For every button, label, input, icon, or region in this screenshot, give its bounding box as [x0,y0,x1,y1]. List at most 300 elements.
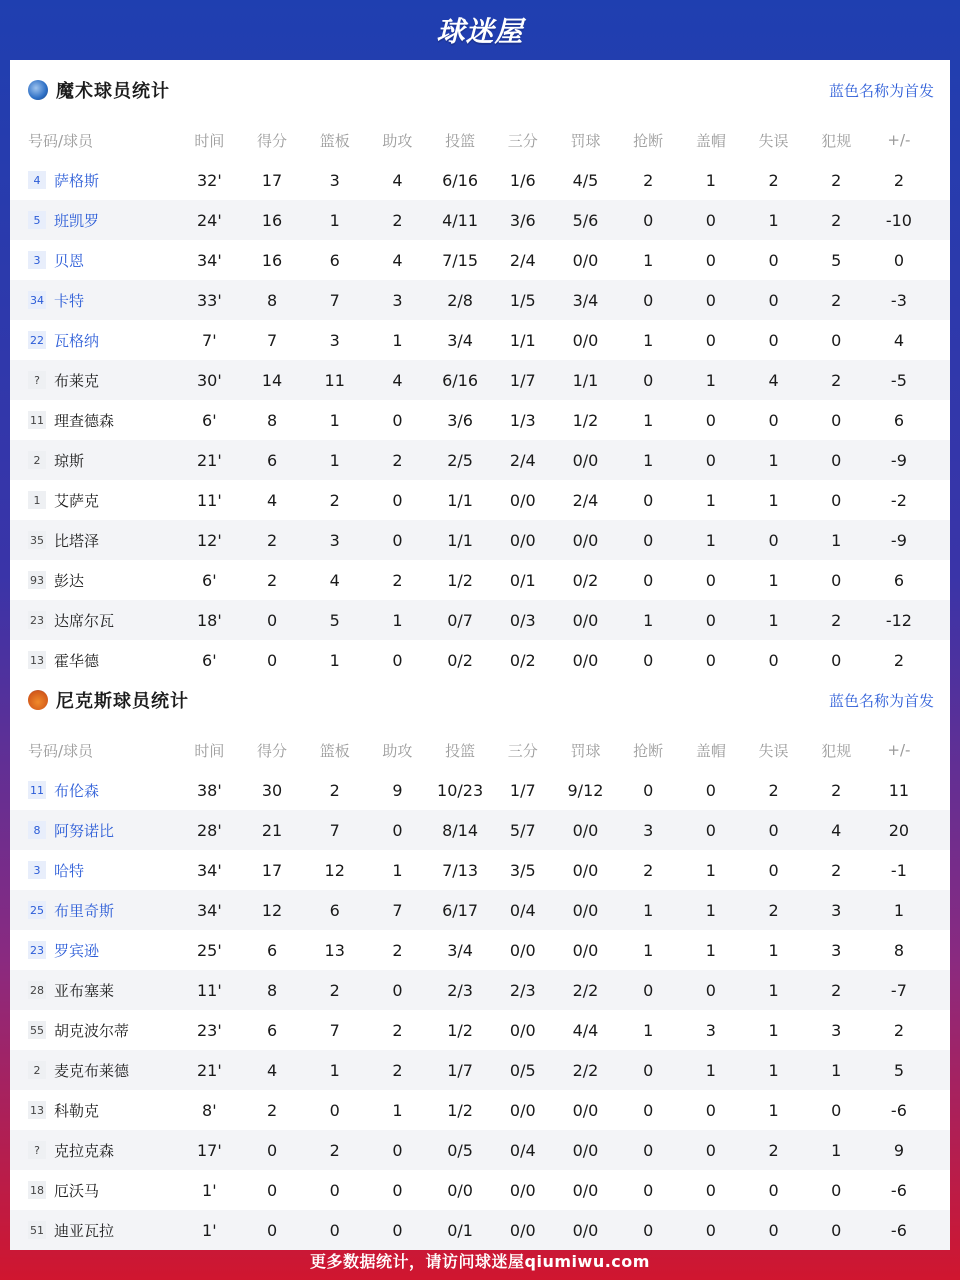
player-name: 胡克波尔蒂 [54,1021,130,1040]
stat-cell: 2 [329,780,340,800]
stat-cell: 3 [831,900,842,920]
player-name[interactable]: 瓦格纳 [54,331,100,350]
player-name[interactable]: 布伦森 [54,781,100,800]
stat-cell: 1 [329,410,340,430]
stat-cell: 0 [392,820,403,840]
player-cell [10,980,178,1001]
stat-cell: 0 [705,1220,716,1240]
player-row [10,320,950,360]
stat-cell: 0/0 [572,450,599,470]
stat-cell: 0/0 [572,1180,599,1200]
stat-cell: 1 [768,610,779,630]
stat-cell: 0 [643,1180,654,1200]
stat-cell: -9 [890,450,907,470]
stat-cell: 4 [768,370,779,390]
stat-cell: 9 [893,1140,904,1160]
stat-cell: 0 [643,370,654,390]
column-header: +/- [887,131,911,149]
player-cell [10,1100,178,1121]
stat-cell: 0 [705,820,716,840]
player-cell [10,250,178,271]
stat-cell: 0/0 [572,1220,599,1240]
stat-cell: 1/5 [509,290,536,310]
stat-cell: 11' [196,490,222,510]
stat-cell: 4 [893,330,904,350]
stat-cell: 16 [261,210,283,230]
stat-cell: 38' [196,780,222,800]
stat-cell: 1 [392,330,403,350]
stat-cell: 0 [705,650,716,670]
column-header: 时间 [194,131,225,150]
player-name[interactable]: 布里奇斯 [54,901,115,920]
column-header: 得分 [257,131,288,150]
stat-cell: 1 [329,1060,340,1080]
stat-cell: 0/5 [447,1140,473,1160]
stat-cell: 1 [329,450,340,470]
stat-cell: 9/12 [567,780,604,800]
stat-cell: 1/1 [572,370,599,390]
player-name: 麦克布莱德 [54,1061,130,1080]
stat-cell: 2 [266,570,278,590]
stat-cell: 6/17 [442,900,479,920]
stat-cell: 12' [196,530,222,550]
stat-cell: 0 [768,530,779,550]
stat-cell: 34' [196,250,222,270]
knicks-logo-icon [28,690,48,710]
stat-cell: 33' [196,290,222,310]
player-name: 比塔泽 [54,531,100,550]
stat-cell: 0 [831,570,842,590]
stat-cell: 2/2 [572,1060,599,1080]
player-cell [10,490,178,511]
stat-cell: 0/0 [572,530,599,550]
stat-cell: 0 [329,1100,340,1120]
stat-cell: 5 [893,1060,904,1080]
player-cell [10,860,178,881]
player-cell [10,170,178,191]
column-header: 篮板 [319,131,350,150]
stat-cell: 8/14 [442,820,479,840]
column-header: 助攻 [382,741,413,760]
stat-cell: 1 [705,860,716,880]
player-row [10,520,950,560]
stat-cell: 2/3 [509,980,536,1000]
stat-cell: 3 [329,530,340,550]
player-row [10,240,950,280]
stat-cell: 2 [893,650,904,670]
stat-cell: -6 [890,1220,907,1240]
stat-cell: 1 [643,410,654,430]
jersey-number: 93 [28,571,46,589]
stat-cell: 4/11 [442,210,479,230]
stat-cell: 0 [831,450,842,470]
stat-cell: 2 [329,980,340,1000]
stat-cell: 2 [768,170,779,190]
stat-cell: 0/0 [509,940,536,960]
player-cell [10,650,178,671]
stat-cell: 34' [196,860,222,880]
jersey-number: 1 [28,491,46,509]
stat-cell: 4/4 [572,1020,599,1040]
jersey-number: 23 [28,941,46,959]
player-cell [10,1180,178,1201]
stat-cell: 0 [643,780,654,800]
stat-cell: 11 [324,370,345,390]
player-name[interactable]: 萨格斯 [54,171,100,190]
column-header: 失误 [758,741,789,760]
stat-cell: 1 [768,1060,779,1080]
player-cell [10,410,178,431]
stats-panel [10,60,950,1240]
column-header: 得分 [257,741,288,760]
stat-cell: -5 [890,370,907,390]
stat-cell: 1 [392,1100,403,1120]
column-header: 盖帽 [695,131,726,150]
team-name: 魔术球员统计 [56,81,170,102]
stat-cell: 1 [392,610,403,630]
player-name: 厄沃马 [54,1181,100,1200]
stat-cell: 2 [392,450,403,470]
stat-cell: 1/2 [572,410,599,430]
stat-cell: 2 [329,1140,340,1160]
stat-cell: 3 [705,1020,716,1040]
stat-cell: 1 [705,530,716,550]
stat-cell: 0 [705,410,716,430]
stat-cell: 3 [329,170,340,190]
stat-cell: 0 [643,1220,654,1240]
stat-cell: 2/8 [447,290,473,310]
stat-cell: 1 [705,1060,716,1080]
player-rows [10,770,950,1250]
stat-cell: 8 [893,940,904,960]
player-cell [10,1140,178,1161]
jersey-number: 55 [28,1021,46,1039]
column-header: 号码/球员 [28,131,94,150]
player-row [10,890,950,930]
stat-cell: 32' [196,170,222,190]
stat-cell: 1 [643,1020,654,1040]
team-header [10,670,950,730]
stat-cell: 2 [831,780,842,800]
stat-cell: 4 [392,370,403,390]
stat-cell: 0 [831,330,842,350]
stat-cell: 0 [705,210,716,230]
stat-cell: 2 [392,1060,403,1080]
stat-cell: 1 [705,940,716,960]
stat-cell: 1/7 [509,780,536,800]
team-title [28,77,170,103]
player-cell [10,570,178,591]
stat-cell: 6 [893,410,904,430]
brand-header [0,0,960,60]
player-name: 琼斯 [54,451,85,470]
player-name: 艾萨克 [54,491,100,510]
column-header-row [10,730,950,770]
stat-cell: 7 [329,1020,340,1040]
stat-cell: 0 [831,1100,842,1120]
stat-cell: 2/2 [572,980,599,1000]
column-header: 抢断 [633,741,664,760]
stat-cell: 0 [643,1060,654,1080]
player-row [10,560,950,600]
stat-cell: 2 [643,860,654,880]
stat-cell: 0 [643,530,654,550]
jersey-number: 8 [28,821,46,839]
stat-cell: 2 [831,210,842,230]
player-row [10,440,950,480]
stat-cell: 1 [705,900,716,920]
stat-cell: 0 [831,1220,842,1240]
player-name: 理查德森 [54,411,115,430]
stat-cell: 4 [266,1060,278,1080]
stat-cell: 11' [196,980,222,1000]
stat-cell: 1 [768,980,779,1000]
player-name: 亚布塞莱 [54,981,115,1000]
player-name[interactable]: 贝恩 [54,251,85,270]
player-cell [10,610,178,631]
stat-cell: 4 [266,490,278,510]
stat-cell: 0 [705,570,716,590]
stat-cell: 0/0 [572,250,599,270]
player-cell [10,1060,178,1081]
jersey-number: 25 [28,901,46,919]
stat-cell: 1 [643,330,654,350]
stat-cell: -6 [890,1180,907,1200]
stat-cell: 1 [392,860,403,880]
column-header: 号码/球员 [28,741,94,760]
stat-cell: 5/6 [572,210,599,230]
stat-cell: 2 [392,940,403,960]
jersey-number: 11 [28,411,46,429]
stat-cell: -2 [890,490,907,510]
stat-cell: 1 [643,900,654,920]
stat-cell: 30' [196,370,222,390]
player-name: 科勒克 [54,1101,100,1120]
jersey-number: 23 [28,611,46,629]
player-rows [10,160,950,680]
stat-cell: 0 [705,250,716,270]
stat-cell: 0/0 [509,490,536,510]
team-section-knicks [10,670,950,1250]
stat-cell: 6 [329,900,340,920]
stat-cell: 0/7 [447,610,473,630]
jersey-number: 34 [28,291,46,309]
stat-cell: 2 [831,610,842,630]
stat-cell: -1 [890,860,907,880]
stat-cell: 0/0 [572,820,599,840]
stat-cell: -7 [890,980,907,1000]
stat-cell: 14 [261,370,283,390]
stat-cell: 2 [768,780,779,800]
column-header: 犯规 [821,741,852,760]
player-row [10,1170,950,1210]
stat-cell: 7 [329,290,340,310]
stat-cell: 2 [768,900,779,920]
player-cell [10,820,178,841]
stat-cell: 1/1 [447,530,473,550]
column-header: 助攻 [382,131,413,150]
stat-cell: 11 [888,780,910,800]
stat-cell: 8 [266,290,278,310]
player-row [10,400,950,440]
jersey-number: 22 [28,331,46,349]
stat-cell: 3/6 [447,410,473,430]
player-cell [10,900,178,921]
stat-cell: 0/0 [447,1180,473,1200]
column-header: 盖帽 [695,741,726,760]
stat-cell: 7 [266,330,278,350]
stat-cell: 6 [266,940,278,960]
stat-cell: 7 [392,900,403,920]
stat-cell: 0 [392,410,403,430]
stat-cell: 1/7 [509,370,536,390]
stat-cell: 0 [831,410,842,430]
stat-cell: 1 [643,940,654,960]
player-cell [10,1020,178,1041]
stat-cell: 2/3 [447,980,473,1000]
stat-cell: 3/6 [509,210,536,230]
player-row [10,1050,950,1090]
footer-banner[interactable] [0,1240,960,1280]
stat-cell: 0/0 [572,1140,599,1160]
player-name: 达席尔瓦 [54,611,115,630]
stat-cell: 1 [329,210,340,230]
stat-cell: 0 [768,820,779,840]
stat-cell: 1 [768,1100,779,1120]
team-title [28,687,189,713]
stat-cell: 6 [266,450,278,470]
stat-cell: 1' [202,1180,217,1200]
player-cell [10,290,178,311]
stat-cell: 0 [831,490,842,510]
stat-cell: 17 [261,170,283,190]
stat-cell: 0 [768,410,779,430]
stat-cell: 8 [266,980,278,1000]
player-cell [10,1220,178,1241]
jersey-number: 18 [28,1181,46,1199]
player-row [10,770,950,810]
player-cell [10,530,178,551]
player-name[interactable]: 卡特 [54,291,85,310]
stat-cell: 1 [643,450,654,470]
stat-cell: 0 [705,780,716,800]
stat-cell: 0/0 [572,900,599,920]
stat-cell: 4 [831,820,842,840]
stat-cell: 0/0 [572,940,599,960]
stat-cell: 0 [768,860,779,880]
stat-cell: 2 [831,370,842,390]
player-cell [10,210,178,231]
stat-cell: 3/4 [447,330,473,350]
stat-cell: 0 [266,1140,278,1160]
stat-cell: 0/0 [509,1180,536,1200]
stat-cell: 2/4 [572,490,599,510]
stat-cell: 9 [392,780,403,800]
stat-cell: 1 [329,650,340,670]
stat-cell: 1 [768,450,779,470]
stat-cell: -3 [890,290,907,310]
stat-cell: 7 [329,820,340,840]
player-row [10,1090,950,1130]
stat-cell: 0/4 [509,900,536,920]
stat-cell: 0 [643,490,654,510]
player-name[interactable]: 班凯罗 [54,211,100,230]
stat-cell: 0 [643,210,654,230]
stat-cell: 17' [196,1140,222,1160]
stat-cell: 0 [643,1140,654,1160]
stat-cell: 12 [261,900,283,920]
column-header: +/- [887,741,911,759]
player-row [10,930,950,970]
player-name[interactable]: 阿努诺比 [54,821,115,840]
stat-cell: 0/0 [509,1100,536,1120]
stat-cell: 13 [324,940,345,960]
stat-cell: 2 [266,1100,278,1120]
jersey-number: 2 [28,1061,46,1079]
stat-cell: 6' [202,410,217,430]
player-row [10,810,950,850]
jersey-number: 5 [28,211,46,229]
stat-cell: 8' [202,1100,217,1120]
stat-cell: 0 [392,1220,403,1240]
starter-note: 蓝色名称为首发 [828,81,934,100]
stat-cell: 1 [643,610,654,630]
jersey-number: 35 [28,531,46,549]
stat-cell: 0 [768,290,779,310]
player-name: 霍华德 [54,651,100,670]
stat-cell: 1/1 [447,490,473,510]
stat-cell: 2 [643,170,654,190]
column-header: 三分 [507,131,538,150]
stat-cell: 0/0 [509,1020,536,1040]
stat-cell: 5/7 [509,820,536,840]
stat-cell: 0/0 [572,860,599,880]
column-header: 罚球 [570,741,601,760]
player-name[interactable]: 罗宾逊 [54,941,100,960]
stat-cell: 0/4 [509,1140,536,1160]
stat-cell: 6' [202,570,217,590]
stat-cell: 0/0 [572,1100,599,1120]
stat-cell: 21' [196,1060,222,1080]
column-header: 抢断 [633,131,664,150]
stat-cell: 1/1 [509,330,536,350]
player-row [10,850,950,890]
stat-cell: 3/4 [572,290,599,310]
player-name: 彭达 [54,571,85,590]
stat-cell: 0 [643,980,654,1000]
stat-cell: 0/0 [509,530,536,550]
stat-cell: 0 [266,1220,278,1240]
stat-cell: 1 [768,210,779,230]
stat-cell: -10 [885,210,912,230]
stat-cell: 0 [831,650,842,670]
team-name: 尼克斯球员统计 [56,691,189,712]
stat-cell: 0/1 [509,570,536,590]
stat-cell: 0/2 [447,650,473,670]
stat-cell: 2 [392,210,403,230]
player-cell [10,370,178,391]
player-name[interactable]: 哈特 [54,861,85,880]
stat-cell: 3 [329,330,340,350]
stat-cell: 3/5 [509,860,536,880]
stat-cell: 3 [831,1020,842,1040]
stat-cell: 0 [831,1180,842,1200]
stat-cell: 0 [768,1180,779,1200]
stat-cell: 18' [196,610,222,630]
stat-cell: 2/4 [509,250,536,270]
stat-cell: 6 [266,1020,278,1040]
stat-cell: 10/23 [437,780,484,800]
